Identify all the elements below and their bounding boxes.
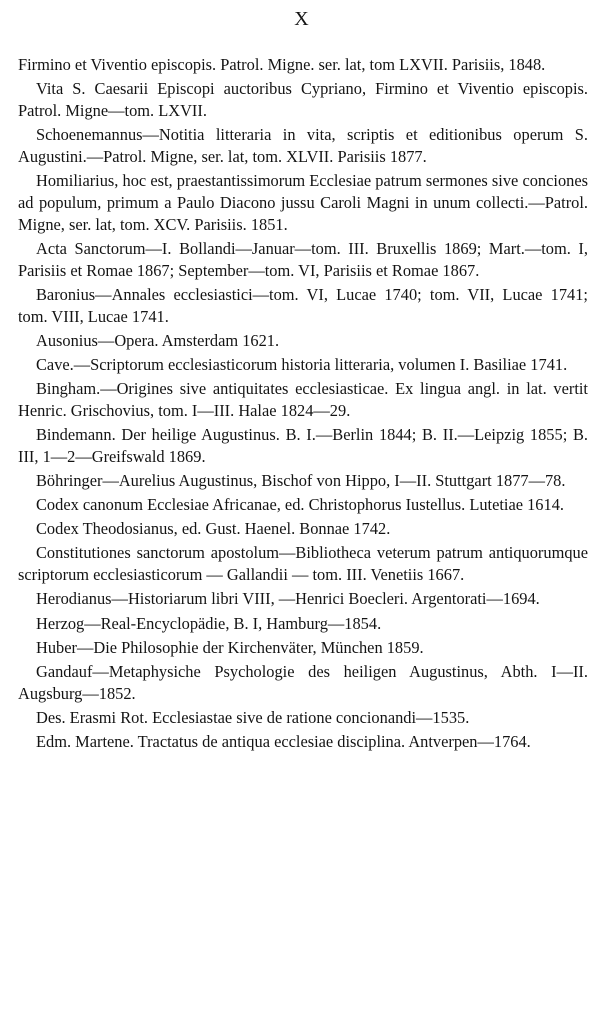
bibliography-entry: Bingham.—Origines sive antiquitates ecclesiasticae. Ex lingua angl. in lat. vertit Henric. Grischovius, tom. I—III. Halae 1824—29. [18,379,588,421]
bibliography-list [18,54,588,755]
bibliography-entry: Gandauf—Metaphysiche Psychologie des heiligen Augustinus, Abth. I—II. Augsburg—1852. [18,661,588,703]
bibliography-entry: Böhringer—Aurelius Augustinus, Bischof von Hippo, I—II. Stuttgart 1877—78. [36,471,566,491]
bibliography-entry: Codex canonum Ecclesiae Africanae, ed. Christophorus Iustellus. Lutetiae 1614. [36,495,564,515]
bibliography-entry: Cave.—Scriptorum ecclesiasticorum historia litteraria, volumen I. Basiliae 1741. [36,355,568,375]
bibliography-entry: Schoenemannus—Notitia litteraria in vita, scriptis et editionibus operum S. Augustini.—Patrol. Migne, ser. lat, tom. XLVII. Parisiis 1877. [18,125,588,166]
bibliography-entry: Edm. Martene. Tractatus de antiqua ecclesiae disciplina. Antverpen—1764. [36,731,531,751]
bibliography-entry: Huber—Die Philosophie der Kirchenväter, München 1859. [36,637,424,657]
bibliography-entry: Herodianus—Historiarum libri VIII, —Henrici Boecleri. Argentorati—1694. [36,589,540,609]
bibliography-entry: Des. Erasmi Rot. Ecclesiastae sive de ratione concionandi—1535. [36,707,470,727]
bibliography-entry: Codex Theodosianus, ed. Gust. Haenel. Bonnae 1742. [36,519,391,539]
bibliography-entry: Bindemann. Der heilige Augustinus. B. I.—Berlin 1844; B. II.—Leipzig 1855; B. III, 1—2—Greifswald 1869. [18,425,588,467]
bibliography-entry: Firmino et Viventio episcopis. Patrol. Migne. ser. lat, tom LXVII. Parisiis, 1848. [18,55,546,74]
bibliography-entry: Acta Sanctorum—I. Bollandi—Januar—tom. III. Bruxellis 1869; Mart.—tom. I, Parisiis et Romae 1867; September—tom. VI, Parisiis et Romae 1867. [18,239,588,280]
bibliography-entry: Homiliarius, hoc est, praestantissimorum Ecclesiae patrum sermones sive conciones ad populum, primum a Paulo Diacono jussu Caroli Magni in unum collecti.—Patrol. Migne, ser. lat, tom. XCV. Parisiis. 1851. [18,171,588,234]
bibliography-entry: Herzog—Real-Encyclopädie, B. I, Hamburg—1854. [36,613,382,633]
bibliography-entry: Ausonius—Opera. Amsterdam 1621. [36,331,280,350]
bibliography-entry: Vita S. Caesarii Episcopi auctoribus Cypriano, Firmino et Viventio episcopis. Patrol. Migne—tom. LXVII. [18,79,588,120]
bibliography-entry: Constitutiones sanctorum apostolum—Bibliotheca veterum patrum antiquorumque scriptorum ecclesiasticorum — Gallandii — tom. III. Venetiis 1667. [18,543,588,585]
page-number: X [294,8,310,30]
bibliography-entry: Baronius—Annales ecclesiastici—tom. VI, Lucae 1740; tom. VII, Lucae 1741; tom. VIII, Lucae 1741. [18,285,588,326]
